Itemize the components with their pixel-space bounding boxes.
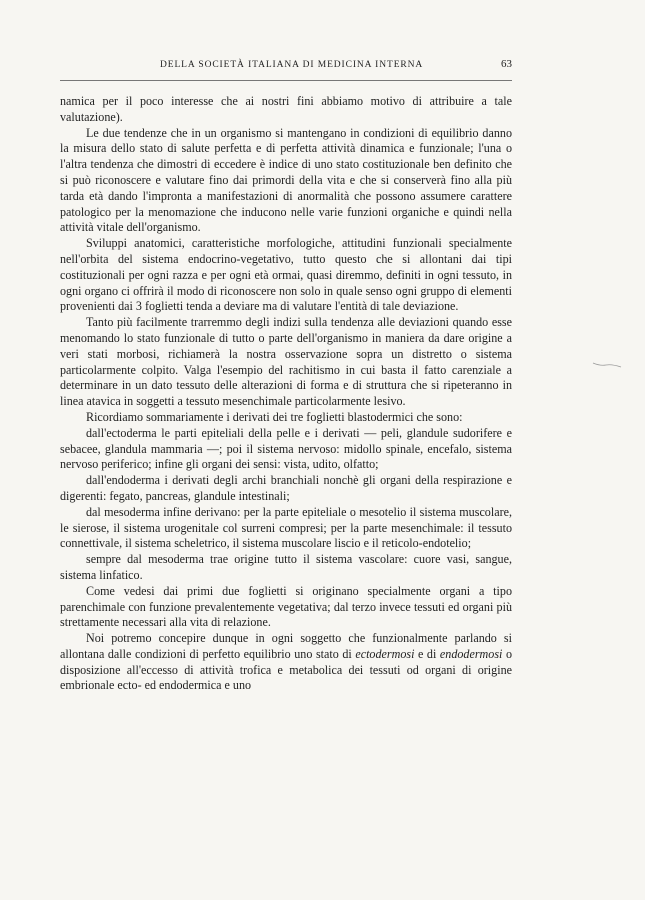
text-run: Noi potremo concepire dunque in ogni soggetto che funzionalmente parlando si allontana dalle condizioni di perfetto equilibrio uno stato di: [60, 631, 512, 661]
list-item-vascular: sempre dal mesoderma trae origine tutto il sistema vascolare: cuore vasi, sangue, sistema linfatico.: [60, 552, 512, 582]
margin-mark: [592, 360, 622, 370]
page-number: 63: [501, 58, 512, 70]
paragraph: Tanto più facilmente trarremmo degli indizi sulla tendenza alle deviazioni quando esse menomando lo stato funzionale di tutto o parte dell'organismo in maniera da dare origine a veri stati morbosi, richiamerà la nostra osservazione sopra un distretto o sistema particolarmente colpito. Valga l'esempio del rachitismo in cui basta il fatto carenziale a determinare in un dato tessuto delle alterazioni di forma e di struttura che si ripeteranno in linea atavica in soggetti a tessuto mesenchimale particolarmente lesivo.: [60, 315, 512, 409]
paragraph: Ricordiamo sommariamente i derivati dei tre foglietti blastodermici che sono:: [86, 409, 463, 424]
list-item-endoderm: dall'endoderma i derivati degli archi branchiali nonchè gli organi della respirazione e digerenti: fegato, pancreas, glandule intestinali;: [60, 473, 512, 503]
text-run: o disposizione all'eccesso di attività trofica e metabolica dei tessuti od organi di origine embrionale ecto- ed endodermica e uno: [60, 646, 512, 693]
paragraph: Come vedesi dai primi due foglietti si originano specialmente organi a tipo parenchimale con funzione prevalentemente vegetativa; dal terzo invece tessuti ed organi più strettamente necessari alla vita di relazione.: [60, 583, 512, 630]
list-item-mesoderm: dal mesoderma infine derivano: per la parte epiteliale o mesotelio il sistema muscolare, le sierose, il sistema urogenitale col surreni compresi; per la parte mesenchimale: il tessuto connettivale, il sistema scheletrico, il sistema muscolare liscio e il reticolo-endotelio;: [60, 504, 512, 551]
paragraph-continued: namica per il poco interesse che ai nostri fini abbiamo motivo di attribuire a tale valutazione).: [60, 94, 512, 124]
paragraph-last: [60, 631, 512, 694]
paragraph: Sviluppi anatomici, caratteristiche morfologiche, attitudini funzionali specialmente nell'orbita del sistema endocrino-vegetativo, tutto questo che si allontani dai tipi costituzionali per ogni razza e per ogni età ormai, quasi diremmo, definiti in ogni tessuto, in ogni organo ci offrirà il modo di riconoscere non solo in quale senso ogni gruppo di elementi provenienti dai 3 foglietti tenda a deviare ma di valutare l'entità di tale deviazione.: [60, 236, 512, 314]
list-item-ectoderm: dall'ectoderma le parti epiteliali della pelle e i derivati — peli, glandule sudorifere e sebacee, glandula mammaria —; poi il sistema nervoso: midollo spinale, encefalo, sistema nervoso periferico; infine gli organi dei sensi: vista, udito, olfatto;: [60, 425, 512, 472]
paragraph: Le due tendenze che in un organismo si mantengano in condizioni di equilibrio danno la misura dello stato di salute perfetta e di perfetta attività dinamica e funzionale; l'una o l'altra tendenza che dimostri di eccedere è indice di uno stato costituzionale ben definito che si può riconoscere e valutare fino dai primordi della vita e che si conserverà fino alla più tarda età dando l'impronta a manifestazioni di anormalità che possono assumere carattere patologico per la menomazione che inducono nelle varie funzioni organiche e quindi nella attività vitale dell'organismo.: [60, 125, 512, 235]
text-run: e di: [414, 646, 440, 661]
header-rule: [60, 80, 512, 81]
italic-term: endodermosi: [439, 646, 503, 661]
body-text: [60, 94, 512, 694]
italic-term: ectodermosi: [355, 646, 415, 661]
running-title: DELLA SOCIETÀ ITALIANA DI MEDICINA INTERNA: [160, 60, 424, 70]
running-header: [60, 56, 512, 76]
